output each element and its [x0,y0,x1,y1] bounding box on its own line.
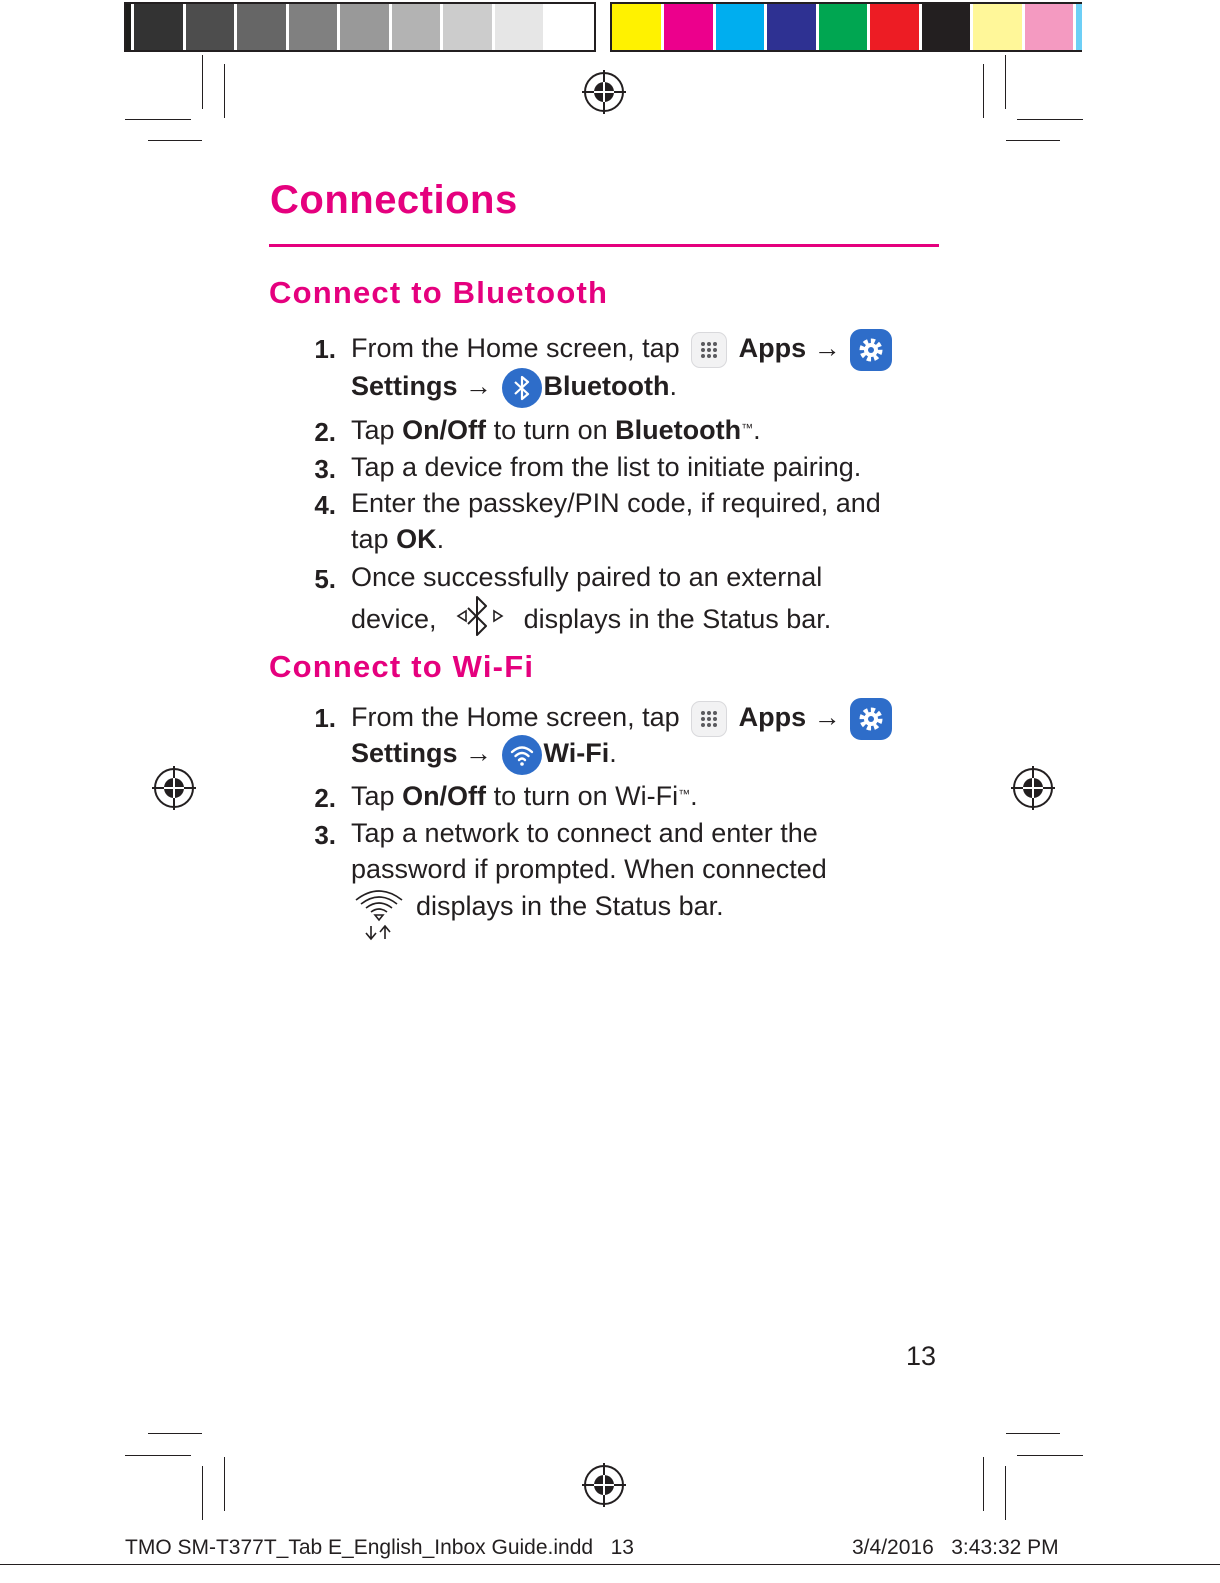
bluetooth-step-4-line-2 [351,521,444,557]
apps-label: Apps [738,702,807,733]
title-rule [269,244,939,247]
crop-mark [1017,1455,1083,1456]
wifi-step-3-line-1: Tap a network to connect and enter the [351,818,818,848]
bluetooth-step-4-line-1: Enter the passkey/PIN code, if required, and [351,488,881,518]
color-swatch [973,4,1024,50]
registration-mark-icon [582,70,626,114]
color-swatch [870,4,921,50]
wifi-step-1-line-1 [351,698,894,740]
ok-label: OK [396,524,437,554]
punctuation: . [669,371,678,402]
bluetooth-step-5-line-2 [351,596,831,646]
step-number: 2. [314,783,336,813]
step-text: Tap [351,781,395,811]
punctuation: . [609,738,617,769]
crop-mark [983,1457,984,1511]
arrow: → [465,738,493,769]
color-swatch [612,4,664,50]
step-number: 1. [314,703,336,733]
wifi-step-3-line-2: password if prompted. When connected [351,854,827,884]
step-text: displays in the Status bar. [523,604,832,635]
punctuation: . [436,524,445,554]
step-text: to turn on Wi-Fi [493,781,679,811]
page-number: 13 [906,1341,937,1371]
bluetooth-label: Bluetooth [543,371,670,402]
settings-label: Settings [351,738,458,769]
crop-mark [125,119,191,120]
step-text: to turn on [493,415,608,445]
trademark: ™ [678,787,691,801]
step-number: 3. [314,820,336,850]
bluetooth-step-2 [351,412,761,448]
punctuation: . [753,415,761,445]
bluetooth-label: Bluetooth [615,415,742,445]
grayscale-color-bar [124,2,596,52]
wifi-icon [502,735,542,775]
bluetooth-icon [502,368,542,408]
wifi-data-status-icon [352,886,408,944]
step-number: 5. [314,564,336,594]
wifi-section-heading: Connect to Wi-Fi [269,649,535,684]
crop-mark [983,64,984,118]
bluetooth-step-1-line-2 [351,368,677,408]
bluetooth-step-1-line-1 [351,329,894,371]
settings-gear-icon [850,329,892,371]
step-text: Tap [351,415,395,445]
step-number: 1. [314,334,336,364]
crop-mark [148,140,202,141]
bluetooth-step-3: Tap a device from the list to initiate pairing. [351,452,862,482]
settings-label: Settings [351,371,458,402]
color-swatch [767,4,818,50]
page-title: Connections [270,178,518,222]
step-text: From the Home screen, tap [351,702,680,733]
settings-gear-icon [850,698,892,740]
crop-mark [1017,119,1083,120]
step-number: 3. [314,454,336,484]
color-swatch [922,4,973,50]
bluetooth-step-5-line-1: Once successfully paired to an external [351,562,823,592]
gray-swatch [186,4,238,50]
wifi-step-3-line-3: displays in the Status bar. [416,891,724,921]
registration-mark-icon [582,1463,626,1507]
on-off-label: On/Off [402,415,487,445]
apps-grid-icon [691,332,727,368]
arrow: → [813,702,841,733]
gray-swatch [495,4,547,50]
crop-mark [1006,140,1060,141]
wifi-step-1-line-2 [351,735,617,775]
gray-swatch [237,4,289,50]
color-swatch [716,4,767,50]
crop-mark [1005,55,1006,109]
apps-label: Apps [738,333,807,364]
crop-mark [202,55,203,109]
crop-mark [125,1455,191,1456]
crop-mark [1006,1433,1060,1434]
crop-mark [224,64,225,118]
step-text: device, [351,604,437,635]
gray-swatch [392,4,444,50]
step-number: 2. [314,417,336,447]
bottom-rule [0,1564,1220,1565]
trademark: ™ [741,421,754,435]
gray-swatch [340,4,392,50]
apps-grid-icon [691,701,727,737]
footer-timestamp: 3/4/2016 3:43:32 PM [852,1536,1059,1559]
color-swatch [664,4,715,50]
gray-swatch [134,4,186,50]
crop-mark [202,1466,203,1520]
wifi-step-2 [351,778,698,814]
bluetooth-connected-status-icon [452,594,508,644]
step-text: tap [351,524,389,554]
step-number: 4. [314,490,336,520]
crop-mark [148,1433,202,1434]
gray-swatch [289,4,341,50]
punctuation: . [690,781,698,811]
arrow: → [465,371,493,402]
process-color-bar [610,2,1082,52]
bluetooth-section-heading: Connect to Bluetooth [269,275,609,310]
color-swatch [1076,4,1082,50]
gray-swatch [546,4,594,50]
color-swatch [1025,4,1076,50]
color-swatch [819,4,870,50]
crop-mark [1005,1466,1006,1520]
registration-mark-icon [1011,766,1055,810]
gray-swatch [126,4,134,50]
gray-swatch [443,4,495,50]
footer-file-name: TMO SM-T377T_Tab E_English_Inbox Guide.indd 13 [125,1536,634,1559]
registration-mark-icon [152,766,196,810]
step-text: From the Home screen, tap [351,333,680,364]
crop-mark [224,1457,225,1511]
arrow: → [813,333,841,364]
wifi-label: Wi-Fi [543,738,610,769]
on-off-label: On/Off [402,781,487,811]
